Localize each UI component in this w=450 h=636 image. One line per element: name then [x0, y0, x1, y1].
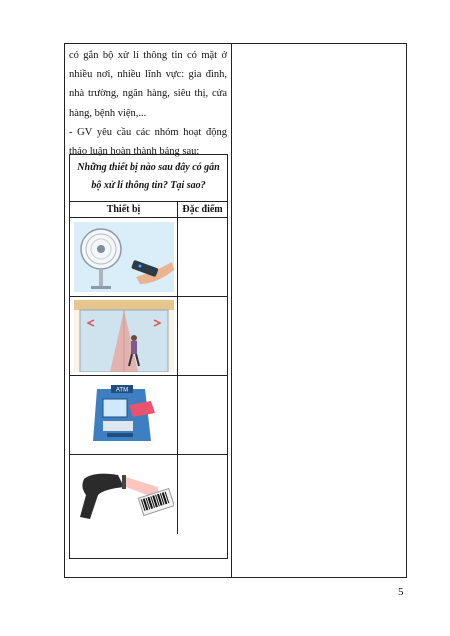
- feature-cell[interactable]: [178, 455, 227, 534]
- barcode-scanner-image: [74, 465, 174, 525]
- table-row: [70, 297, 227, 376]
- table-row: [70, 376, 227, 455]
- text-line: - GV yêu cầu các nhóm hoạt động: [69, 126, 227, 138]
- device-table: [69, 154, 228, 559]
- feature-cell[interactable]: [178, 376, 227, 454]
- remote-fan-image: [74, 222, 174, 292]
- text-line: nhiều nơi, nhiều lĩnh vực: gia đình,: [69, 69, 227, 81]
- page-number: 5: [398, 586, 404, 598]
- question-line: bộ xử lí thông tin? Tại sao?: [91, 180, 206, 191]
- feature-column-header: Đặc điểm: [182, 204, 223, 215]
- table-row: [70, 455, 227, 534]
- left-column: [69, 44, 227, 161]
- device-column-header: Thiết bị: [70, 202, 178, 217]
- teacher-activity-text: [69, 44, 227, 161]
- text-line: có gắn bộ xử lí thông tin có mặt ở: [69, 50, 227, 61]
- automatic-door-image: [74, 300, 174, 372]
- column-divider: [231, 44, 232, 577]
- text-line: nhà trường, ngân hàng, siêu thị, cửa: [69, 88, 227, 100]
- text-line: hàng, bệnh viện,...: [69, 107, 147, 119]
- lesson-table: [64, 43, 407, 578]
- table-question: [70, 155, 227, 202]
- text-line: thảo luận hoàn thành bảng sau:: [69, 146, 200, 158]
- atm-sign: ATM: [115, 387, 128, 394]
- feature-cell[interactable]: [178, 218, 227, 296]
- table-header-row: [70, 202, 227, 218]
- feature-cell[interactable]: [178, 297, 227, 375]
- atm-machine-image: [89, 381, 159, 449]
- question-line: Những thiết bị nào sau đây có gắn: [77, 162, 220, 173]
- table-row: [70, 218, 227, 297]
